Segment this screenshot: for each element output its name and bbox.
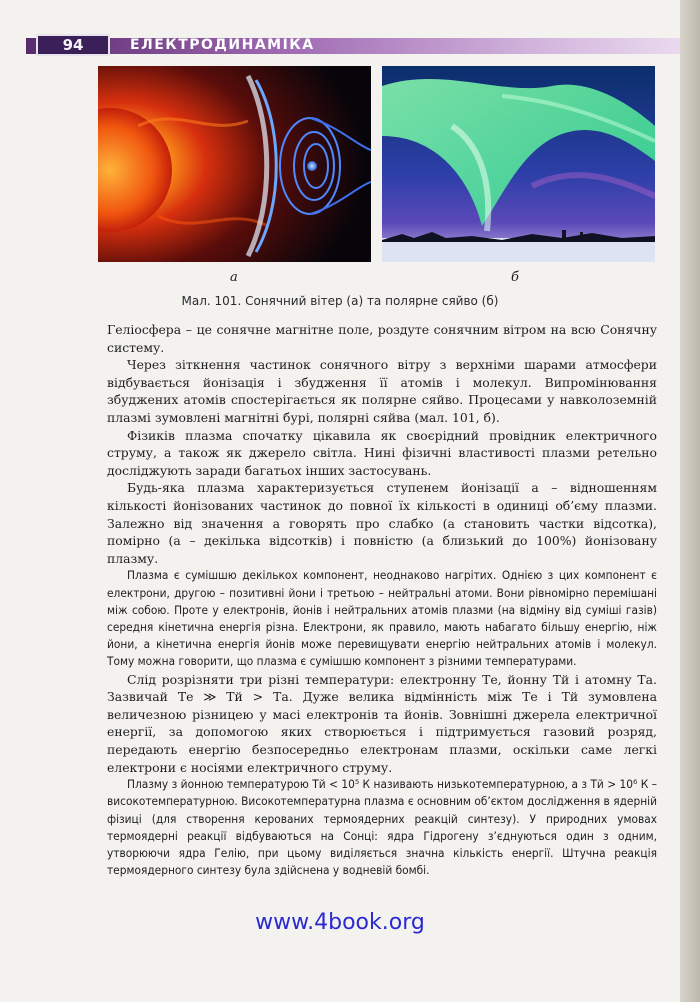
page-number: 94 <box>36 34 110 56</box>
paragraph: Плазму з йонною температурою Tй < 10⁵ К називають низькотемпературною, а з Tй > 10⁶ К – високотемпературною. Високотемпературна плазма є основним об’єктом дослідження в ядерній фізиці (для створення керованих термоядерних реакцій синтезу). У природних умовах термоядерні реакції відбуваються на Сонці: ядра Гідрогену з’єднуються один з одним, утворюючи ядра Гелію, при цьому виділяється значна кількість енергії. Штучна реакція термоядерного синтезу була здійснена у водневій бомбі. <box>107 777 657 878</box>
section-title: ЕЛЕКТРОДИНАМІКА <box>130 37 315 53</box>
footer-link[interactable]: www.4book.org <box>255 910 425 935</box>
figure-caption: Мал. 101. Сонячний вітер (а) та полярне сяйво (б) <box>181 294 499 308</box>
page-header <box>26 34 680 56</box>
paragraph: Геліосфера – це сонячне магнітне поле, роздуте сонячним вітром на всю Сонячну систему. <box>107 322 657 355</box>
paragraph: Фізиків плазма спочатку цікавила як своєрідний провідник електричного струму, а також як джерело світла. Нині фізичні властивості плазми ретельно досліджують заради багатьох інших застосувань. <box>107 427 657 478</box>
paragraph: Будь-яка плазма характеризується ступенем йонізації а – відношенням кількості йонізованих частинок до повної їх кількості в одиниці об’єму плазми. Залежно від значення а говорять про слабко (а становить частки відсотка), помірно (а – декілька відсотків) і повністю (а близький до 100%) йонізовану плазму. <box>107 480 657 566</box>
paragraph: Слід розрізняти три різні температури: електронну Tе, йонну Tй і атомну Tа. Зазвичай Tе ≫ Tй > Tа. Дуже велика відмінність між Tе і Tй зумовлена величезною різницею у масі електронів та йонів. Зовнішні джерела електричної енергії, за допомогою яких створюється і підтримується газовий розряд, передають енергію безпосередньо електронам плазми, оскільки саме легкі електрони є носіями електричного струму. <box>107 671 657 775</box>
figure-label-b: б <box>511 270 519 285</box>
body-text <box>107 321 657 879</box>
figure-image-b <box>382 66 655 262</box>
figure-label-a: а <box>230 270 238 285</box>
paragraph: Плазма є сумішшю декількох компонент, неоднаково нагрітих. Однією з цих компонент є електрони, другою – позитивні йони і третьою – нейтральні атоми. Вони рівномірно перемішані між собою. Проте у електронів, йонів і нейтральних атомів плазми (на відміну від суміші газів) середня кінетична енергія різна. Електрони, як правило, мають набагато більшу енергію, ніж йони, а кінетична енергія йонів може перевищувати енергію нейтральних атомів і молекул. Тому можна говорити, що плазма є сумішшю компонент з різними температурами. <box>107 568 657 669</box>
paragraph: Через зіткнення частинок сонячного вітру з верхніми шарами атмосфери відбувається йонізація і збудження її атомів і молекул. Випромінювання збуджених атомів спостерігається як полярне сяйво. Процесами у навколоземній плазмі зумовлені магнітні бурі, полярні сяйва (мал. 101, б). <box>107 357 657 425</box>
page-edge <box>680 0 700 1002</box>
header-bar <box>26 38 680 54</box>
figure-image-a <box>98 66 371 262</box>
